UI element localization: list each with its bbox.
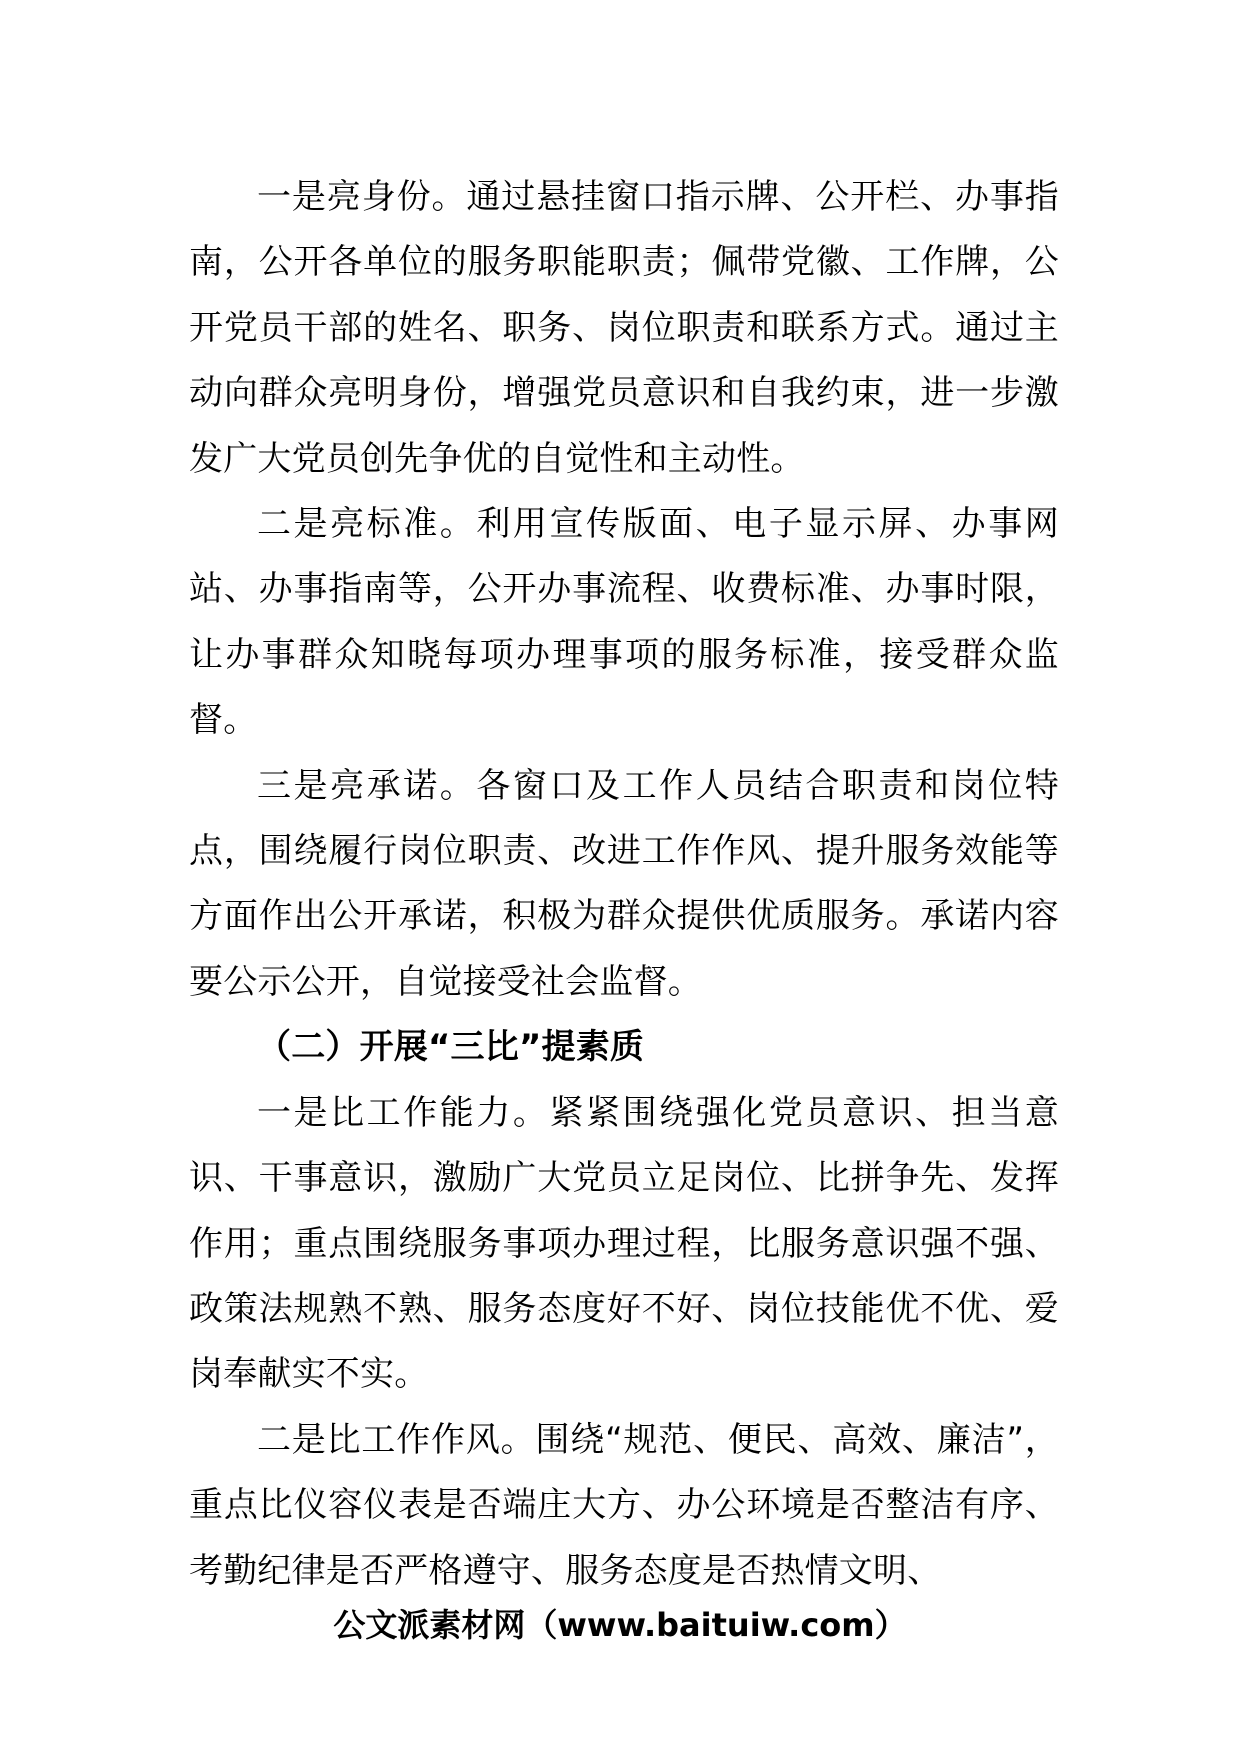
- paragraph-bi-gongzuo-zuofeng: 二是比工作作风。围绕“规范、便民、高效、廉洁”，重点比仪容仪表是否端庄大方、办公环境是否整洁有序、考勤纪律是否严格遵守、服务态度是否热情文明、: [189, 1419, 1059, 1591]
- paragraph-liang-biaozhun: 二是亮标准。利用宣传版面、电子显示屏、办事网站、办事指南等，公开办事流程、收费标准、办事时限，让办事群众知晓每项办理事项的服务标准，接受群众监督。: [189, 504, 1059, 741]
- section-heading: （二）开展“三比”提素质: [257, 1027, 645, 1068]
- paragraph-bi-gongzuo-nengli: 一是比工作能力。紧紧围绕强化党员意识、担当意识、干事意识，激励广大党员立足岗位、比拼争先、发挥作用；重点围绕服务事项办理过程，比服务意识强不强、政策法规熟不熟、服务态度好不好、岗位技能优不优、爱岗奉献实不实。: [189, 1092, 1059, 1395]
- footer-source-line: 公文派素材网（www.baituiw.com）: [333, 1606, 907, 1644]
- paragraph-liang-shenfen: 一是亮身份。通过悬挂窗口指示牌、公开栏、办事指南，公开各单位的服务职能职责；佩带党徽、工作牌，公开党员干部的姓名、职务、岗位职责和联系方式。通过主动向群众亮明身份，增强党员意识和自我约束，进一步激发广大党员创先争优的自觉性和主动性。: [189, 177, 1059, 479]
- paragraph-liang-chengnuo: 三是亮承诺。各窗口及工作人员结合职责和岗位特点，围绕履行岗位职责、改进工作作风、提升服务效能等方面作出公开承诺，积极为群众提供优质服务。承诺内容要公示公开，自觉接受社会监督。: [189, 765, 1059, 1002]
- document-body: [189, 165, 1059, 1604]
